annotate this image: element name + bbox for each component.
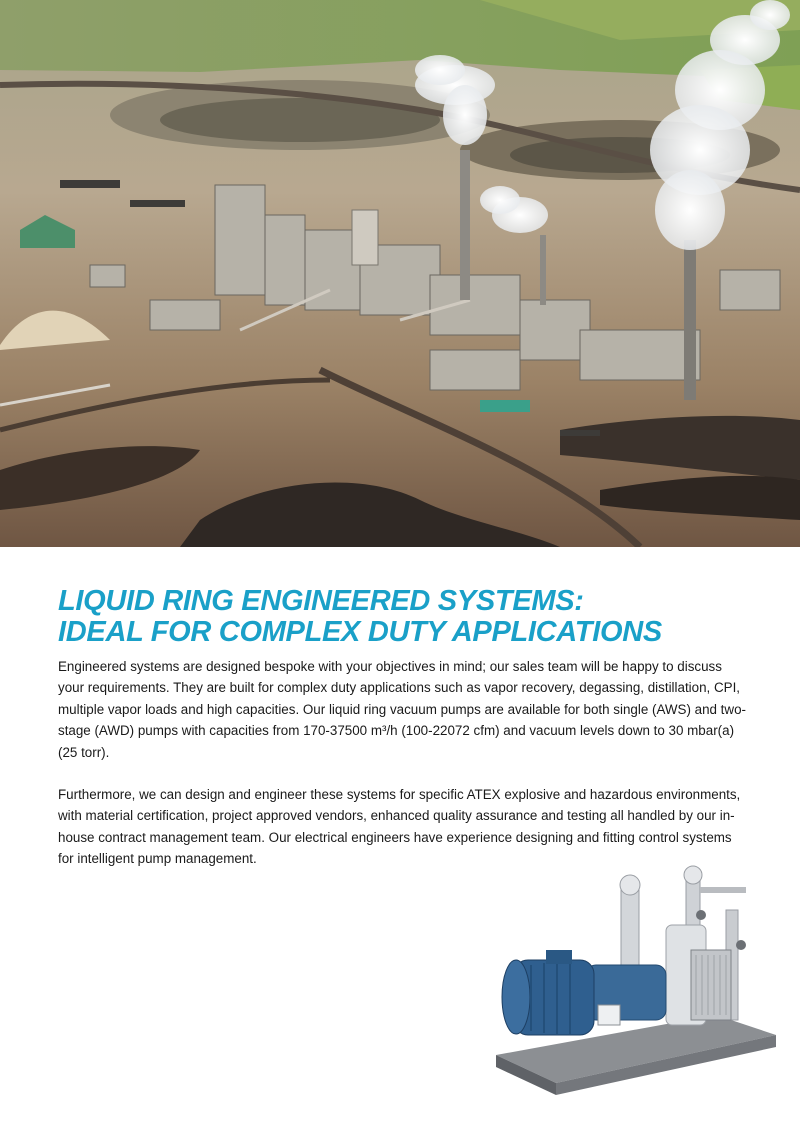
text-content	[58, 586, 748, 870]
industrial-plant-illustration	[0, 0, 800, 547]
pump-system-illustration	[486, 855, 786, 1125]
hero-image	[0, 0, 800, 547]
body-paragraph-1: Engineered systems are designed bespoke with your objectives in mind; our sales team will be happy to discuss your requirements. They are built for complex duty applications such as vapor recovery, degassing, distillation, CPI, multiple vapor loads and high capacities. Our liquid ring vacuum pumps are available for both single (AWS) and two-stage (AWD) pumps with capacities from 170-37500 m³/h (100-22072 cfm) and vacuum levels down to 30 mbar(a) (25 torr).	[58, 659, 746, 760]
body-paragraph-2: Furthermore, we can design and engineer these systems for specific ATEX explosive and hazardous environments, with material certification, project approved vendors, enhanced quality assurance and testing all handled by our in-house contract management team. Our electrical engineers have experience designing and fitting control systems for intelligent pump management.	[58, 787, 741, 867]
page-title-line-2: IDEAL FOR COMPLEX DUTY APPLICATIONS	[58, 616, 662, 648]
page-title	[58, 586, 748, 648]
page-title-line-1: LIQUID RING ENGINEERED SYSTEMS:	[58, 585, 584, 617]
product-image	[486, 855, 786, 1125]
